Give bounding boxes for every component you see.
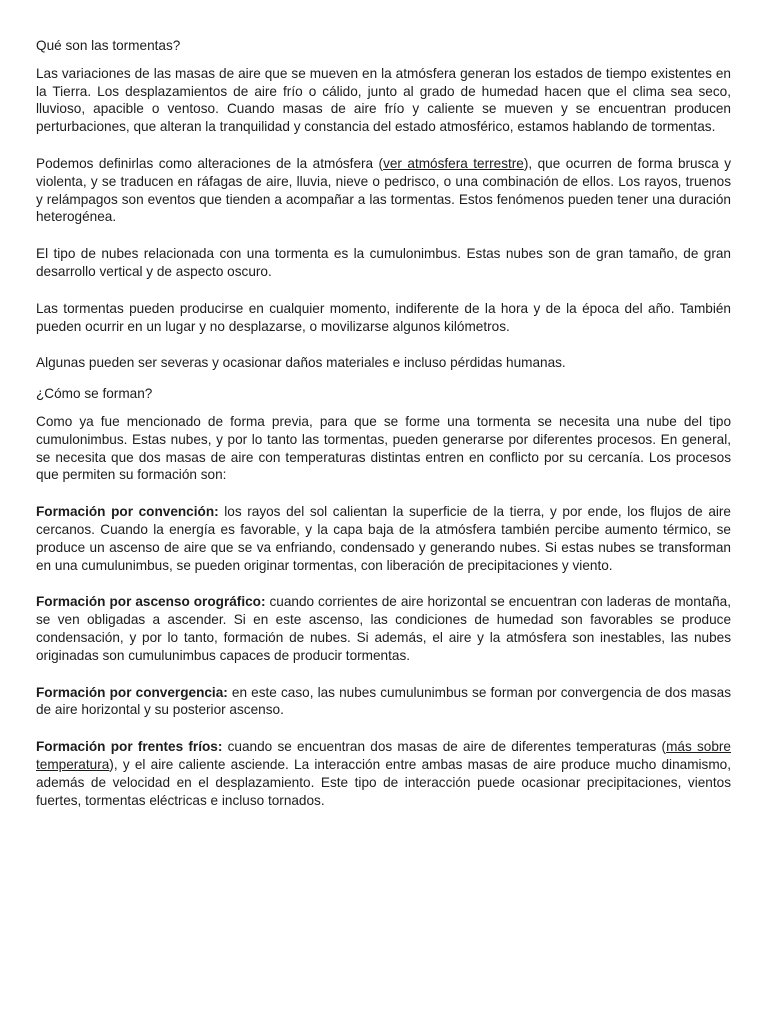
paragraph-severity: Algunas pueden ser severas y ocasionar daños materiales e incluso pérdidas humanas. <box>36 355 566 371</box>
formation-orographic-term: Formación por ascenso orográfico: <box>36 594 266 610</box>
formation-cold-fronts-text-end: ), y el aire caliente asciende. La interacción entre ambas masas de aire produce mucho dinamismo, además de velocidad en el desplazamiento. Este tipo de interacción puede ocasionar precipitaciones, vientos fuertes, tormentas eléctricas e incluso tornados. <box>36 756 731 808</box>
link-atmosfera-terrestre[interactable]: ver atmósfera terrestre <box>383 155 524 171</box>
formation-cold-fronts-term: Formación por frentes fríos: <box>36 739 223 755</box>
formation-cold-fronts <box>36 738 731 809</box>
formation-orographic <box>36 593 731 664</box>
paragraph-definition-text-start: Podemos definirlas como alteraciones de la atmósfera ( <box>36 155 384 171</box>
paragraph-intro: Las variaciones de las masas de aire que se mueven en la atmósfera generan los estados de tiempo existentes en la Tierra. Los desplazamientos de aire frío o cálido, junto al grado de humedad hacen que el clima sea seco, lluvioso, apacible o ventoso. Cuando masas de aire frío y caliente se mueven y se encuentran producen perturbaciones, que alteran la tranquilidad y constancia del estado atmosférico, estamos hablando de tormentas. <box>36 65 731 135</box>
formation-convection-term: Formación por convención: <box>36 504 219 520</box>
formation-orographic-text: cuando corrientes de aire horizontal se encuentran con laderas de montaña, se ven obligadas a ascender. Si en este ascenso, las condiciones de humedad son favorables se produce condensación, y por lo tanto, formación de nubes. Si además, el aire y la atmósfera son inestables, las nubes originadas son cumulunimbus capaces de producir tormentas. <box>36 594 731 663</box>
formation-cold-fronts-text-start: cuando se encuentran dos masas de aire de diferentes temperaturas ( <box>222 739 667 755</box>
formation-convergence-term: Formación por convergencia: <box>36 684 228 700</box>
formation-convergence-text: en este caso, las nubes cumulunimbus se forman por convergencia de dos masas de aire horizontal y su posterior ascenso. <box>36 684 732 718</box>
paragraph-formation-intro: Como ya fue mencionado de forma previa, para que se forme una tormenta se necesita una nube del tipo cumulonimbus. Estas nubes, y por lo tanto las tormentas, pueden generarse por diferentes procesos. En general, se necesita que dos masas de aire con temperaturas distintas entren en conflicto por su cercanía. Los procesos que permiten su formación son: <box>36 413 731 483</box>
paragraph-definition <box>36 155 731 226</box>
paragraph-definition-text-end: ), que ocurren de forma brusca y violenta, y se traducen en ráfagas de aire, lluvia, nieve o pedrisco, o una combinación de ellos. Los rayos, truenos y relámpagos son eventos que tienden a acompañar a las tormentas. Estos fenómenos pueden tener una duración heterogénea. <box>36 155 732 225</box>
formation-convection <box>36 503 731 574</box>
formation-convection-text: los rayos del sol calientan la superficie de la tierra, y por ende, los flujos de aire cercanos. Cuando la energía es favorable, y la capa baja de la atmósfera también percibe aumento térmico, se produce un ascenso de aire que se va enfriando, condensado y generando nubes. Si estas nubes se transforman en una cumulunimbus, se pueden originar tormentas, con liberación de precipitaciones y viento. <box>36 504 731 573</box>
formation-convergence <box>36 684 731 720</box>
paragraph-timing: Las tormentas pueden producirse en cualquier momento, indiferente de la hora y de la época del año. También pueden ocurrir en un lugar y no desplazarse, o movilizarse algunos kilómetros. <box>36 300 731 334</box>
paragraph-cloud-type: El tipo de nubes relacionada con una tormenta es la cumulonimbus. Estas nubes son de gran tamaño, de gran desarrollo vertical y de aspecto oscuro. <box>36 246 731 279</box>
section-heading-how-formed: ¿Cómo se forman? <box>36 386 153 402</box>
section-heading-what-are-storms: Qué son las tormentas? <box>36 38 181 53</box>
document-page <box>36 37 731 828</box>
link-mas-sobre-temperatura[interactable]: más sobre temperatura <box>36 739 731 772</box>
